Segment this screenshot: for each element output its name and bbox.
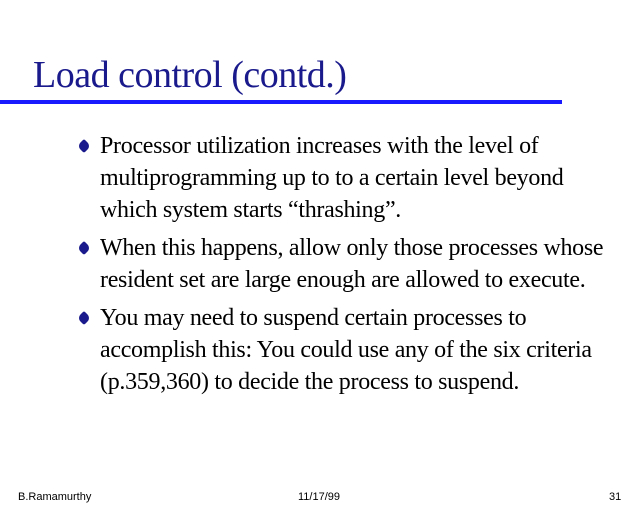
footer-date: 11/17/99: [298, 491, 341, 503]
diamond-bullet-icon: [77, 139, 91, 153]
footer-author: B.Ramamurthy: [18, 491, 92, 503]
diamond-bullet-icon: [77, 241, 91, 255]
bullet-text: Processor utilization increases with the level of multiprogramming up to to a certain level beyond which system starts “thrashing”.: [100, 133, 564, 223]
bullet-text: You may need to suspend certain processes to accomplish this: You could use any of the six criteria (p.359,360) to decide the process to suspend.: [100, 305, 592, 395]
bullet-item: [76, 130, 621, 226]
bullet-text: When this happens, allow only those processes whose resident set are large enough are allowed to execute.: [100, 235, 604, 293]
title-underline: [0, 100, 562, 104]
footer-page-number: 31: [609, 491, 622, 503]
diamond-bullet-icon: [77, 311, 91, 325]
bullet-item: [76, 232, 621, 296]
slide-title: Load control (contd.): [33, 54, 347, 96]
bullet-list: [76, 130, 621, 404]
bullet-item: [76, 302, 621, 398]
